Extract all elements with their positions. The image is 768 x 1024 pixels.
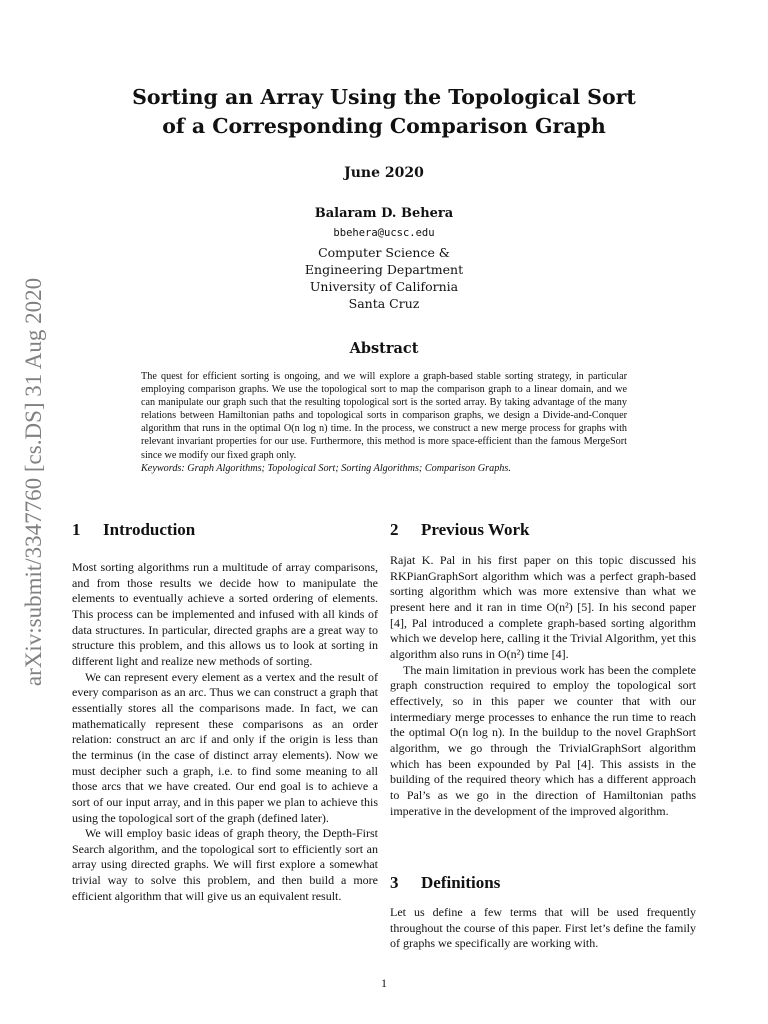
- title-line: of a Corresponding Comparison Graph: [162, 114, 606, 138]
- affiliation-line: University of California: [309, 279, 459, 294]
- paragraph: The main limitation in previous work has been the complete graph construction required to employ the topological sort effectively, so in this paper we counter that with our intermediary merge processes to enhance the run time to reach the optimal O(n log n). In the buildup to the novel GraphSort algorithm, we go through the TrivialGraphSort algorithm which has been expounded by Pal [4]. This assists in the building of the required theory which has a different approach to Pal’s as we go in the direction of Hamiltonian paths imperative in the development of the improved algorithm.: [390, 662, 696, 818]
- section-heading-definitions: [390, 873, 500, 893]
- abstract-heading: Abstract: [349, 340, 419, 357]
- paragraph: We can represent every element as a vertex and the result of every comparison as an arc. Thus we can construct a graph that essentially stores all the comparisons made. In fact, we can mathematically represent these comparisons as an order relation: construct an arc if and only if the origin is less than the terminus (in the case of distinct array elements). Now we must decipher such a graph, i.e. to find some meaning to all those arcs that we have created. Our end goal is to achieve a sort of our input array, and in this paper we plan to achieve this using the topological sort of the graph (defined later).: [72, 669, 378, 825]
- section-number: 3: [390, 873, 399, 892]
- section-heading-introduction: [72, 520, 195, 540]
- paper-date: June 2020: [344, 165, 424, 181]
- paragraph: We will employ basic ideas of graph theory, the Depth-First Search algorithm, and the topological sort to efficiently sort an array using directed graphs. We will first explore a somewhat trivial way to solve this problem, and then build a more efficient algorithm that will give us an equivalent result.: [72, 826, 378, 903]
- section-title: Introduction: [103, 520, 196, 539]
- section-heading-previous-work: [390, 520, 529, 540]
- title-line: Sorting an Array Using the Topological Sort: [132, 85, 636, 109]
- section-number: 1: [72, 520, 81, 539]
- paragraph: Most sorting algorithms run a multitude of array comparisons, and from those results we decide how to manipulate the elements to eventually achieve a sorted ordering of elements. This process can be implemented and infused with all kinds of data structures. In particular, directed graphs are a great way to structure this problem, and this allows us to look at sorting in different light and realize new methods of sorting.: [72, 560, 378, 668]
- page-number: 1: [381, 976, 387, 990]
- section-title: Definitions: [421, 873, 501, 892]
- abstract-text: The quest for efficient sorting is ongoing, and we will explore a graph-based stable sorting strategy, in particular employing comparison graphs. We use the topological sort to map the comparison graph to a linear domain, and we can manipulate our graph such that the resulting topological sort is the sorted array. By taking advantage of the many relations between Hamiltonian paths and topological sorts in comparison graphs, we design a Divide-and-Conquer algorithm that runs in the optimal O(n log n) time. In the process, we construct a new merge process for graphs with relevant invariant properties for our use. Furthermore, this method is more space-efficient than the famous MergeSort since we modify our fixed graph only.: [141, 371, 627, 461]
- section-title: Previous Work: [421, 520, 530, 539]
- affiliation-line: Computer Science &: [318, 245, 450, 260]
- abstract-body: [141, 370, 627, 475]
- paper-title: [100, 83, 668, 141]
- paragraph: Rajat K. Pal in his first paper on this topic discussed his RKPianGraphSort algorithm which was a perfect graph-based sorting algorithm which was more extensive than what we present here and it ran in time O(n²) [5]. In his second paper [4], Pal introduced a complete graph-based sorting algorithm which we develop here, calling it the Trivial Algorithm, yet this algorithm also runs in O(n²) time [4].: [390, 553, 696, 661]
- section-number: 2: [390, 520, 399, 539]
- definitions-body: [390, 905, 696, 952]
- introduction-body: [72, 560, 378, 904]
- arxiv-identifier: arXiv:submit/3347760 [cs.DS] 31 Aug 2020: [21, 277, 46, 687]
- affiliation-line: Santa Cruz: [348, 296, 420, 311]
- abstract-keywords: Keywords: Graph Algorithms; Topological Sort; Sorting Algorithms; Comparison Graphs.: [141, 462, 511, 474]
- affiliation-line: Engineering Department: [304, 262, 464, 277]
- paragraph: Let us define a few terms that will be used frequently throughout the course of this paper. First let’s define the family of graphs we specifically are working with.: [390, 905, 696, 951]
- author-block: [0, 205, 768, 312]
- author-email: bbehera@ucsc.edu: [333, 227, 435, 239]
- previous-work-body: [390, 553, 696, 819]
- author-name: Balaram D. Behera: [314, 206, 454, 221]
